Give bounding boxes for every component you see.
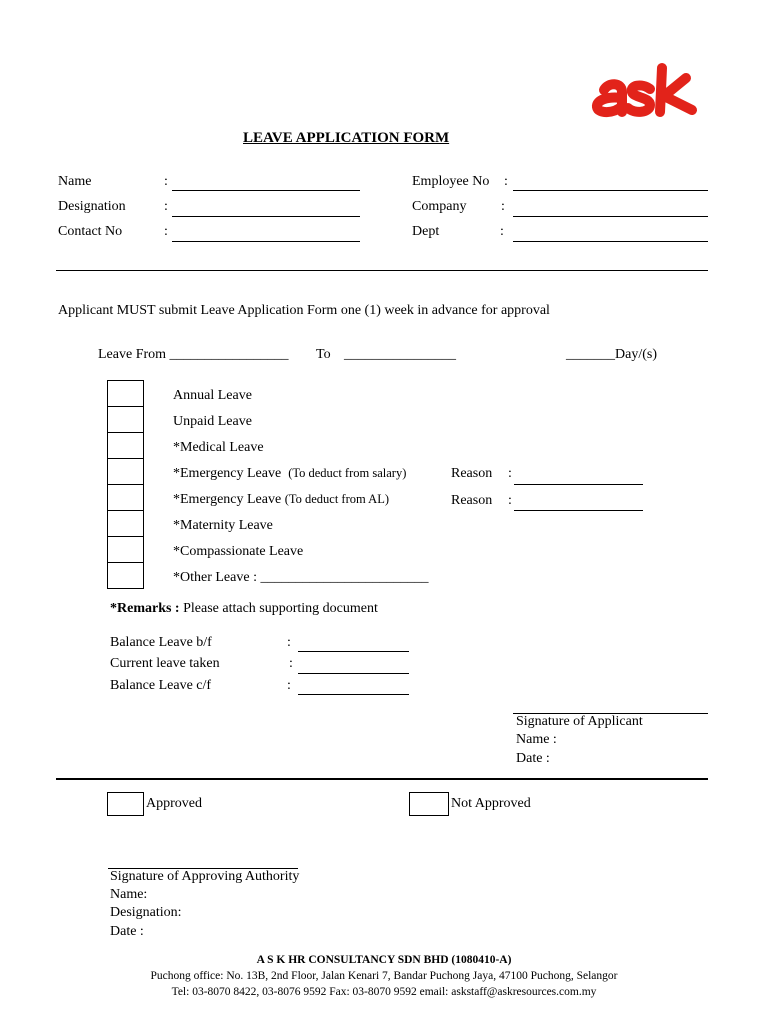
advance-notice: Applicant MUST submit Leave Application Form one (1) week in advance for approval [58,303,550,318]
remarks-label: *Remarks : [110,601,180,616]
annual-leave-label: Annual Leave [173,388,252,403]
approval-divider [56,778,708,780]
authority-name-label: Name: [110,887,148,902]
other-leave-checkbox[interactable] [107,562,144,589]
emergency-leave-salary-label [173,466,406,482]
balance-bf-field[interactable] [298,651,409,652]
ask-logo [588,58,706,122]
emergency-leave-al-checkbox[interactable] [107,484,144,511]
remarks [110,601,378,617]
authority-designation-label: Designation: [110,905,182,920]
emergency-leave-al-label [173,492,389,508]
contact-no-label: Contact No [58,224,123,239]
footer-company: A S K HR CONSULTANCY SDN BHD (1080410-A) [256,954,512,966]
dept-field[interactable] [513,241,708,242]
reason-label-2: Reason [451,493,493,508]
footer-address: Puchong office: No. 13B, 2nd Floor, Jalan Kenari 7, Bandar Puchong Jaya, 47100 Puchong, Selangor [150,970,618,982]
balance-bf-label: Balance Leave b/f [110,635,212,650]
emergency-leave-al-note: (To deduct from AL) [284,492,389,506]
leave-days-field[interactable]: _______Day/(s) [566,347,657,362]
name-sep: : [164,174,168,189]
applicant-name-label: Name : [516,732,557,747]
leave-to-field[interactable]: ________________ [344,347,456,362]
other-leave-label[interactable]: *Other Leave : ________________________ [173,570,429,585]
medical-leave-checkbox[interactable] [107,432,144,459]
leave-to-label: To [316,347,331,362]
authority-date-label: Date : [110,924,144,939]
name-label: Name [58,174,92,189]
current-leave-field[interactable] [298,673,409,674]
balance-cf-field[interactable] [298,694,409,695]
emergency-leave-salary-name: *Emergency Leave [173,466,282,481]
employee-no-label: Employee No [412,174,490,189]
employee-no-sep: : [504,174,508,189]
reason-sep-2: : [508,493,512,508]
compassionate-leave-label: *Compassionate Leave [173,544,304,559]
emergency-leave-al-name: *Emergency Leave [173,492,282,507]
dept-label: Dept [412,224,440,239]
designation-label: Designation [58,199,126,214]
contact-no-sep: : [164,224,168,239]
maternity-leave-checkbox[interactable] [107,510,144,537]
designation-sep: : [164,199,168,214]
emergency-leave-salary-checkbox[interactable] [107,458,144,485]
maternity-leave-label: *Maternity Leave [173,518,273,533]
not-approved-label: Not Approved [451,796,531,811]
reason-sep-1: : [508,466,512,481]
unpaid-leave-checkbox[interactable] [107,406,144,433]
medical-leave-label: *Medical Leave [173,440,264,455]
company-field[interactable] [513,216,708,217]
reason-field-2[interactable] [514,510,643,511]
compassionate-leave-checkbox[interactable] [107,536,144,563]
unpaid-leave-label: Unpaid Leave [173,414,252,429]
form-title: LEAVE APPLICATION FORM [243,130,450,146]
reason-field-1[interactable] [514,484,643,485]
reason-label-1: Reason [451,466,493,481]
dept-sep: : [500,224,504,239]
footer-contact: Tel: 03-8070 8422, 03-8076 9592 Fax: 03-8070 9592 email: askstaff@askresources.com.my [171,986,597,998]
approved-label: Approved [146,796,202,811]
annual-leave-checkbox[interactable] [107,380,144,407]
not-approved-checkbox[interactable] [409,792,449,816]
leave-from-label[interactable]: Leave From _________________ [98,347,289,362]
employee-no-field[interactable] [513,190,708,191]
applicant-signature-label: Signature of Applicant [516,714,643,729]
current-leave-sep: : [289,656,293,671]
company-label: Company [412,199,467,214]
current-leave-label: Current leave taken [110,656,220,671]
balance-cf-sep: : [287,678,291,693]
emergency-leave-salary-note: (To deduct from salary) [288,466,407,480]
company-sep: : [501,199,505,214]
contact-no-field[interactable] [172,241,360,242]
designation-field[interactable] [172,216,360,217]
balance-bf-sep: : [287,635,291,650]
approved-checkbox[interactable] [107,792,144,816]
applicant-date-label: Date : [516,751,550,766]
remarks-text: Please attach supporting document [183,601,378,616]
authority-signature-label: Signature of Approving Authority [110,869,300,884]
section-divider [56,270,708,271]
name-field[interactable] [172,190,360,191]
balance-cf-label: Balance Leave c/f [110,678,212,693]
